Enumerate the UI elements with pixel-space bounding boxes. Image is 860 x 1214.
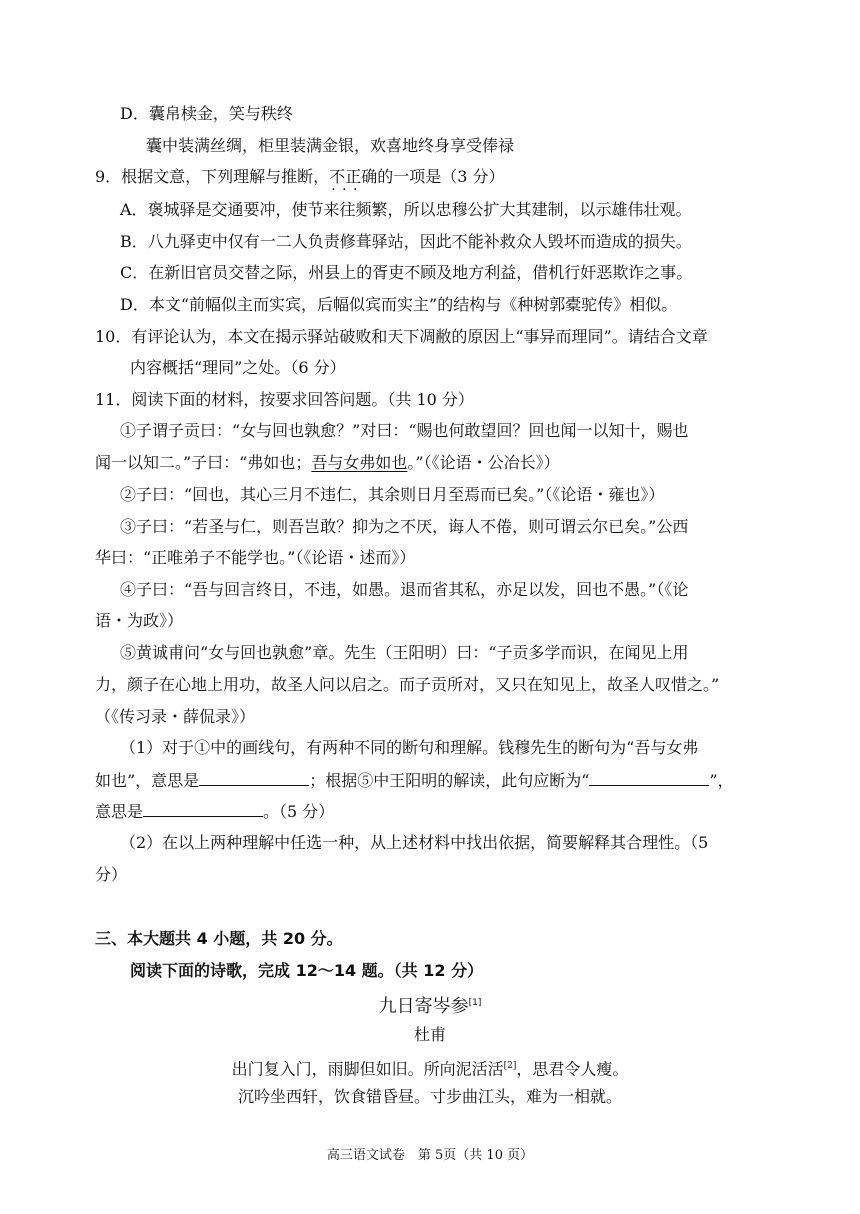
q8-option-d-translation: 囊中装满丝绸，柜里装满金银，欢喜地终身享受俸禄 bbox=[146, 136, 515, 155]
q11-material1-post: 。”（《论语・公冶长》） bbox=[407, 453, 560, 472]
q11-sub1-line3 bbox=[95, 800, 334, 823]
q9-option-d: D．本文“前幅似主而实宾，后幅似宾而实主”的结构与《种树郭橐驼传》相似。 bbox=[120, 295, 678, 314]
poem-line1-a: 出门复入门，雨脚但如旧。所向泥活活 bbox=[231, 1059, 504, 1079]
q10-line2: 内容概括“理同”之处。（6 分） bbox=[130, 358, 346, 377]
poem-title-note: [1] bbox=[468, 998, 482, 1008]
q11-sub2-line1: （2）在以上两种理解中任选一种，从上述材料中找出依据，简要解释其合理性。（5 bbox=[120, 833, 709, 852]
answer-blank-2[interactable] bbox=[589, 769, 709, 786]
q11-material5-source: （《传习录・薛侃录》） bbox=[95, 707, 256, 726]
q11-material1-line2 bbox=[95, 452, 560, 474]
answer-blank-1[interactable] bbox=[199, 769, 309, 786]
poem-title bbox=[0, 992, 860, 1018]
page-footer: 高三语文试卷 第 5页（共 10 页） bbox=[326, 1148, 534, 1163]
q11-sub1-line2-c: ”， bbox=[709, 771, 734, 790]
section3-instruction: 阅读下面的诗歌，完成 12～14 题。（共 12 分） bbox=[130, 961, 484, 980]
q11-underlined-sentence: 吾与女弗如也 bbox=[311, 453, 408, 472]
q11-material1-line1: ①子谓子贡曰：“女与回也孰愈？”对曰：“赐也何敢望回？回也闻一以知十，赐也 bbox=[120, 421, 689, 440]
q9-stem bbox=[95, 166, 504, 188]
poem-line1-note: [2] bbox=[503, 1061, 517, 1071]
q11-material4-line2: 语・为政》） bbox=[95, 611, 184, 630]
section3-heading: 三、本大题共 4 小题，共 20 分。 bbox=[95, 929, 343, 948]
poem-line1 bbox=[0, 1055, 860, 1080]
q8-option-d: D．囊帛椟金，笑与秩终 bbox=[120, 104, 293, 123]
q11-stem: 11．阅读下面的材料，按要求回答问题。（共 10 分） bbox=[95, 390, 474, 409]
q11-sub1-line3-a: 意思是 bbox=[95, 802, 144, 821]
poem-line1-b: ，思君令人瘦。 bbox=[516, 1059, 629, 1079]
q9-stem-after: 的一项是（3 分） bbox=[377, 167, 505, 186]
q11-sub1-line3-b: 。（5 分） bbox=[263, 802, 335, 821]
q9-option-b: B．八九驿吏中仅有一二人负责修葺驿站，因此不能补救众人毁坏而造成的损失。 bbox=[120, 232, 692, 251]
q11-material3-line2: 华曰：“正唯弟子不能学也。”（《论语・述而》） bbox=[95, 548, 416, 567]
q11-sub1-line1: （1）对于①中的画线句，有两种不同的断句和理解。钱穆先生的断句为“吾与女弗 bbox=[120, 738, 699, 757]
q11-material3-line1: ③子曰：“若圣与仁，则吾岂敢？抑为之不厌，诲人不倦，则可谓云尔已矣。”公西 bbox=[120, 517, 689, 536]
q11-sub1-line2 bbox=[95, 769, 734, 792]
q10-line1: 10．有评论认为，本文在揭示驿站破败和天下凋敝的原因上“事异而理同”。请结合文章 bbox=[95, 327, 708, 346]
q11-sub1-line2-a: 如也”，意思是 bbox=[95, 771, 200, 790]
q11-material2: ②子曰：“回也，其心三月不违仁，其余则日月至焉而已矣。”（《论语・雍也》） bbox=[120, 485, 665, 504]
q11-material1-pre: 闻一以知二。”子曰：“弗如也； bbox=[95, 453, 312, 472]
q11-material5-line1: ⑤黄诚甫问“女与回也孰愈”章。先生（王阳明）曰：“子贡多学而识，在闻见上用 bbox=[120, 643, 689, 662]
q11-material5-line2: 力，颜子在心地上用功，故圣人问以启之。而子贡所对，又只在知见上，故圣人叹惜之。” bbox=[95, 675, 720, 694]
q9-option-a: A．褒城驿是交通要冲，使节来往频繁，所以忠穆公扩大其建制，以示雄伟壮观。 bbox=[120, 200, 692, 219]
q9-option-c: C．在新旧官员交替之际，州县上的胥吏不顾及地方利益，借机行奸恶欺诈之事。 bbox=[120, 263, 693, 282]
poem-line2: 沉吟坐西轩，饮食错昏昼。寸步曲江头，难为一相就。 bbox=[237, 1087, 622, 1106]
q11-sub2-line2: 分） bbox=[95, 865, 128, 884]
answer-blank-3[interactable] bbox=[143, 800, 263, 817]
poem-author: 杜甫 bbox=[413, 1025, 446, 1044]
q9-stem-before: 9．根据文意，下列理解与推断， bbox=[95, 167, 330, 186]
poem-title-text: 九日寄岑参 bbox=[378, 996, 469, 1017]
q11-sub1-line2-b: ；根据⑤中王阳明的解读，此句应断为“ bbox=[309, 771, 590, 790]
q9-stem-emphasis: 不正确 · · · bbox=[329, 167, 377, 186]
q11-material4-line1: ④子曰：“吾与回言终日，不违，如愚。退而省其私，亦足以发，回也不愚。”（《论 bbox=[120, 580, 689, 599]
